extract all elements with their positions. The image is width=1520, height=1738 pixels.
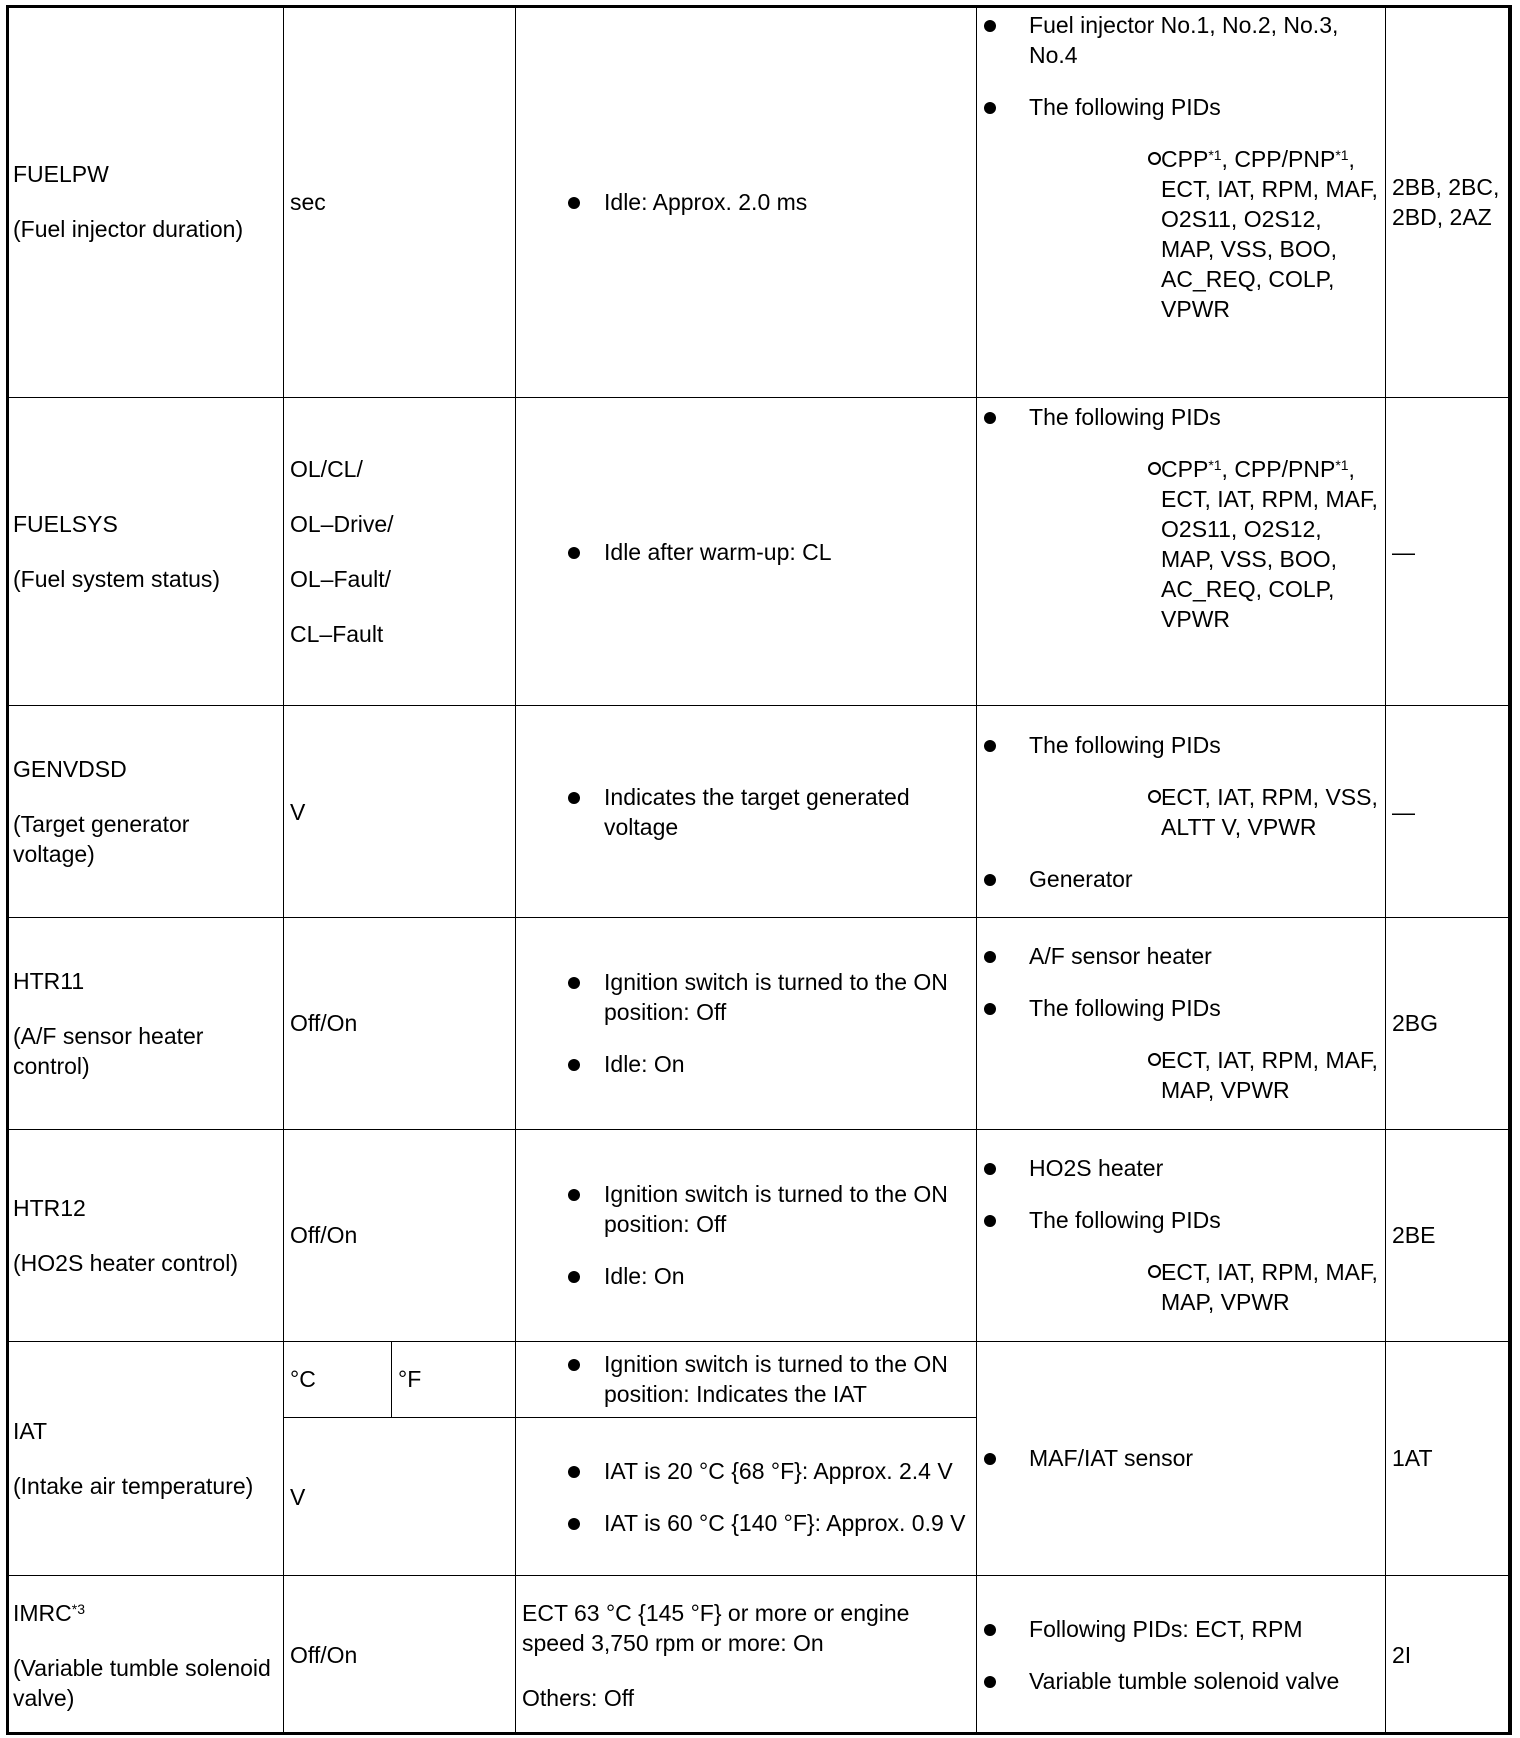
condition-item: Idle after warm-up: CL — [522, 537, 970, 567]
inspection-item-label: The following PIDs — [1029, 731, 1221, 758]
condition-text: ECT 63 °C {145 °F} or more or engine speed 3,750 rpm or more: On — [522, 1599, 910, 1656]
pid-description: (A/F sensor heater control) — [13, 1022, 204, 1079]
unit-cell: Off/On — [284, 1129, 516, 1341]
inspection-item: Variable tumble solenoid valve — [983, 1666, 1379, 1696]
table-outer-border — [6, 5, 1511, 1735]
unit-cell-fahrenheit: °F — [392, 1341, 516, 1417]
condition-item: IAT is 60 °C {140 °F}: Approx. 0.9 V — [522, 1508, 970, 1538]
inspection-subitem: ECT, IAT, RPM, MAF, MAP, VPWR — [1029, 1257, 1379, 1317]
pid-name: FUELSYS — [13, 511, 118, 538]
terminal-cell: 1AT — [1386, 1341, 1512, 1576]
pid-description: (Target generator voltage) — [13, 811, 190, 868]
inspection-subitem: ECT, IAT, RPM, MAF, MAP, VPWR — [1029, 1045, 1379, 1105]
pid-name: HTR11 — [13, 967, 85, 994]
pid-name: IAT — [13, 1417, 48, 1444]
inspection-item-label: The following PIDs — [1029, 995, 1221, 1022]
inspection-subitem: CPP$^{*1}$, CPP/PNP$^{*1}$, ECT, IAT, RPM, MAF, O2S11, O2S12, MAP, VSS, BOO, AC_REQ, COLP, VPWR — [1029, 454, 1379, 634]
pid-description: (HO2S heater control) — [13, 1249, 238, 1276]
condition-item: Ignition switch is turned to the ON position: Off — [522, 967, 970, 1027]
unit-cell: Off/On — [284, 918, 516, 1130]
unit-cell-celsius: °C — [284, 1341, 392, 1417]
inspection-subitem: CPP$^{*1}$, CPP/PNP$^{*1}$, ECT, IAT, RPM, MAF, O2S11, O2S12, MAP, VSS, BOO, AC_REQ, COLP, VPWR — [1029, 144, 1379, 324]
unit-cell: OL/CL/ OL–Drive/ OL–Fault/ CL–Fault — [284, 398, 516, 706]
pid-description: (Variable tumble solenoid valve) — [13, 1654, 271, 1711]
inspection-item: A/F sensor heater — [983, 941, 1379, 971]
condition-item: IAT is 20 °C {68 °F}: Approx. 2.4 V — [522, 1456, 970, 1486]
inspection-subitem: ECT, IAT, RPM, VSS, ALTT V, VPWR — [1029, 782, 1379, 842]
pid-name: IMRC$^{*3}$ — [13, 1599, 86, 1626]
condition-text: Others: Off — [522, 1684, 635, 1711]
terminal-cell: — — [1386, 398, 1512, 706]
condition-item: Indicates the target generated voltage — [522, 782, 970, 842]
pid-description: (Fuel system status) — [13, 566, 221, 593]
unit-cell: sec — [284, 6, 516, 398]
pid-description: (Intake air temperature) — [13, 1472, 254, 1499]
inspection-item-label: The following PIDs — [1029, 1207, 1221, 1234]
unit-cell: V — [284, 706, 516, 918]
inspection-item: HO2S heater — [983, 1153, 1379, 1183]
inspection-item: Fuel injector No.1, No.2, No.3, No.4 — [983, 10, 1379, 70]
inspection-item-label: The following PIDs — [1029, 404, 1221, 431]
pid-description: (Fuel injector duration) — [13, 216, 244, 243]
terminal-cell: 2BE — [1386, 1129, 1512, 1341]
condition-item: Ignition switch is turned to the ON position: Indicates the IAT — [522, 1349, 970, 1409]
condition-item: Idle: Approx. 2.0 ms — [522, 187, 970, 217]
inspection-item: MAF/IAT sensor — [983, 1443, 1379, 1473]
condition-item: Idle: On — [522, 1049, 970, 1079]
condition-item: Ignition switch is turned to the ON position: Off — [522, 1179, 970, 1239]
unit-cell: Off/On — [284, 1576, 516, 1735]
terminal-cell: 2BG — [1386, 918, 1512, 1130]
terminal-cell: 2BB, 2BC, 2BD, 2AZ — [1386, 6, 1512, 398]
condition-item: Idle: On — [522, 1261, 970, 1291]
terminal-cell: 2I — [1386, 1576, 1512, 1735]
inspection-item: Following PIDs: ECT, RPM — [983, 1614, 1379, 1644]
inspection-item: Generator — [983, 864, 1379, 894]
pid-name: HTR12 — [13, 1194, 86, 1221]
unit-cell-voltage: V — [284, 1417, 516, 1575]
pid-name: GENVDSD — [13, 756, 127, 783]
pid-name: FUELPW — [13, 161, 109, 188]
inspection-item-label: The following PIDs — [1029, 94, 1221, 120]
terminal-cell: — — [1386, 706, 1512, 918]
